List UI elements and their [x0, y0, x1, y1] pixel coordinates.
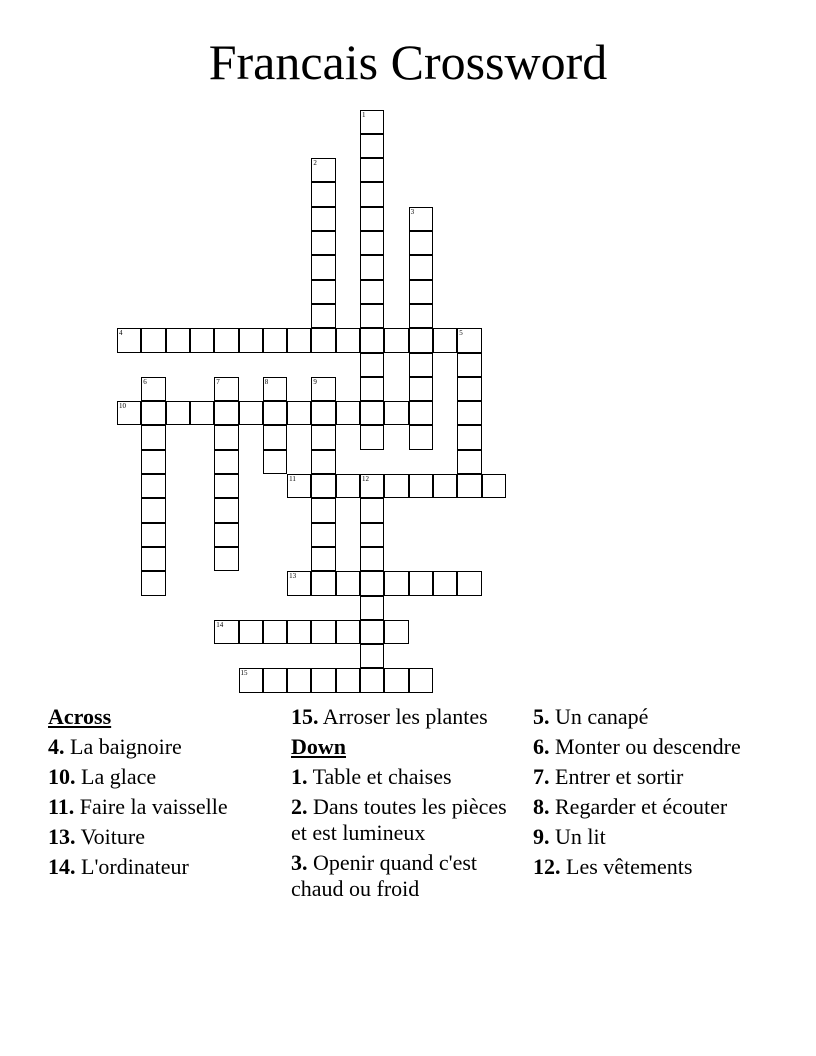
grid-cell[interactable] [311, 231, 335, 255]
grid-cell[interactable] [360, 377, 384, 401]
grid-cell[interactable] [239, 401, 263, 425]
grid-cell[interactable] [263, 377, 287, 401]
grid-cell[interactable] [336, 571, 360, 595]
grid-cell[interactable] [287, 571, 311, 595]
clue-down-7: 7. Entrer et sortir [533, 764, 684, 789]
grid-cell[interactable] [409, 328, 433, 352]
grid-cell[interactable] [457, 571, 481, 595]
grid-cell[interactable] [336, 328, 360, 352]
grid-cell[interactable] [433, 474, 457, 498]
grid-cell[interactable] [409, 668, 433, 692]
grid-cell[interactable] [287, 620, 311, 644]
clue-down-2: 2. Dans toutes les pièces et est lumineux [291, 794, 507, 845]
grid-cell[interactable] [190, 328, 214, 352]
grid-cell[interactable] [117, 328, 141, 352]
grid-cell[interactable] [190, 401, 214, 425]
clue-down-1: 1. Table et chaises [291, 764, 452, 789]
grid-cell[interactable] [311, 255, 335, 279]
clue-number: 1 [362, 110, 366, 119]
grid-cell[interactable] [311, 668, 335, 692]
grid-cell[interactable] [360, 498, 384, 522]
grid-cell[interactable] [457, 353, 481, 377]
grid-cell[interactable] [311, 207, 335, 231]
grid-cell[interactable] [141, 474, 165, 498]
grid-cell[interactable] [336, 401, 360, 425]
clue-number: 3 [410, 207, 415, 216]
grid-cell[interactable] [409, 304, 433, 328]
grid-cell[interactable] [214, 620, 238, 644]
grid-cell[interactable] [214, 523, 238, 547]
grid-cell[interactable] [263, 668, 287, 692]
grid-cell[interactable] [239, 668, 263, 692]
grid-cell[interactable] [360, 668, 384, 692]
grid-cell[interactable] [239, 620, 263, 644]
grid-cell[interactable] [311, 425, 335, 449]
clue-across-10: 10. La glace [48, 764, 157, 789]
grid-cell[interactable] [360, 231, 384, 255]
grid-cell[interactable] [457, 328, 481, 352]
clue-down-6: 6. Monter ou descendre [533, 734, 741, 759]
clue-down-3: 3. Openir quand c'est chaud ou froid [291, 850, 478, 901]
grid-cell[interactable] [409, 255, 433, 279]
grid-cell[interactable] [117, 401, 141, 425]
clue-number: 13 [289, 572, 297, 581]
grid-cell[interactable] [311, 571, 335, 595]
grid-cell[interactable] [360, 255, 384, 279]
grid-cell[interactable] [239, 328, 263, 352]
grid-cell[interactable] [409, 231, 433, 255]
grid-cell[interactable] [384, 620, 408, 644]
grid-cell[interactable] [360, 425, 384, 449]
clue-down-9: 9. Un lit [533, 824, 606, 849]
grid-cell[interactable] [360, 401, 384, 425]
grid-cell[interactable] [166, 401, 190, 425]
grid-cell[interactable] [141, 328, 165, 352]
grid-cell[interactable] [336, 620, 360, 644]
grid-cell[interactable] [360, 304, 384, 328]
grid-cell[interactable] [214, 328, 238, 352]
grid-cell[interactable] [409, 571, 433, 595]
clue-number: 6 [143, 377, 147, 386]
grid-cell[interactable] [141, 523, 165, 547]
clue-across-11: 11. Faire la vaisselle [48, 794, 228, 819]
grid-cell[interactable] [311, 158, 335, 182]
grid-cell[interactable] [433, 571, 457, 595]
grid-cell[interactable] [311, 474, 335, 498]
grid-cell[interactable] [409, 425, 433, 449]
grid-cell[interactable] [311, 304, 335, 328]
grid-cell[interactable] [214, 425, 238, 449]
clue-number: 12 [362, 475, 369, 483]
grid-cell[interactable] [457, 401, 481, 425]
grid-cell[interactable] [311, 182, 335, 206]
grid-cell[interactable] [311, 498, 335, 522]
grid-cell[interactable] [433, 328, 457, 352]
grid-cell[interactable] [360, 644, 384, 668]
grid-cell[interactable] [409, 474, 433, 498]
grid-cell[interactable] [409, 207, 433, 231]
grid-cell[interactable] [384, 328, 408, 352]
clue-across-14: 14. L'ordinateur [48, 854, 189, 879]
grid-cell[interactable] [360, 328, 384, 352]
grid-cell[interactable] [457, 474, 481, 498]
clues-column-1 [48, 704, 278, 884]
grid-cell[interactable] [214, 498, 238, 522]
clue-number: 9 [313, 377, 317, 386]
grid-cell[interactable] [311, 620, 335, 644]
grid-cell[interactable] [360, 207, 384, 231]
grid-cell[interactable] [360, 158, 384, 182]
grid-cell[interactable] [360, 523, 384, 547]
grid-cell[interactable] [409, 401, 433, 425]
grid-cell[interactable] [166, 328, 190, 352]
grid-cell[interactable] [287, 401, 311, 425]
down-heading: Down [291, 734, 347, 759]
grid-cell[interactable] [287, 328, 311, 352]
grid-cell[interactable] [360, 547, 384, 571]
clue-across-15: 15. Arroser les plantes [291, 704, 488, 729]
clue-down-5: 5. Un canapé [533, 704, 649, 729]
across-heading: Across [48, 704, 112, 729]
grid-cell[interactable] [384, 474, 408, 498]
grid-cell[interactable] [457, 425, 481, 449]
grid-cell[interactable] [384, 668, 408, 692]
clue-number: 7 [216, 377, 220, 386]
grid-cell[interactable] [482, 474, 506, 498]
grid-cell[interactable] [311, 328, 335, 352]
grid-cell[interactable] [360, 474, 384, 498]
clues-column-3 [533, 704, 763, 884]
grid-cell[interactable] [141, 377, 165, 401]
clue-down-8: 8. Regarder et écouter [533, 794, 728, 819]
grid-cell[interactable] [214, 474, 238, 498]
grid-cell[interactable] [263, 328, 287, 352]
grid-cell[interactable] [263, 450, 287, 474]
grid-cell[interactable] [311, 547, 335, 571]
grid-cell[interactable] [263, 620, 287, 644]
grid-cell[interactable] [214, 401, 238, 425]
grid-cell[interactable] [263, 425, 287, 449]
grid-cell[interactable] [141, 401, 165, 425]
clue-across-13: 13. Voiture [48, 824, 145, 849]
grid-cell[interactable] [311, 450, 335, 474]
grid-cell[interactable] [263, 401, 287, 425]
grid-cell[interactable] [287, 668, 311, 692]
grid-cell[interactable] [360, 596, 384, 620]
grid-cell[interactable] [311, 401, 335, 425]
clue-number: 11 [289, 475, 296, 483]
grid-cell[interactable] [457, 377, 481, 401]
grid-cell[interactable] [141, 450, 165, 474]
clue-number: 14 [216, 620, 224, 629]
grid-cell[interactable] [311, 523, 335, 547]
grid-cell[interactable] [360, 182, 384, 206]
clues-column-2 [291, 704, 521, 906]
grid-cell[interactable] [141, 425, 165, 449]
grid-cell[interactable] [214, 547, 238, 571]
grid-cell[interactable] [409, 280, 433, 304]
grid-cell[interactable] [336, 668, 360, 692]
grid-cell[interactable] [336, 474, 360, 498]
grid-cell[interactable] [360, 620, 384, 644]
clue-across-4: 4. La baignoire [48, 734, 182, 759]
grid-cell[interactable] [409, 353, 433, 377]
grid-cell[interactable] [214, 377, 238, 401]
grid-cell[interactable] [141, 571, 165, 595]
page-title: Francais Crossword [208, 34, 608, 90]
grid-cell[interactable] [360, 353, 384, 377]
grid-cell[interactable] [360, 571, 384, 595]
grid-cell[interactable] [141, 498, 165, 522]
grid-cell[interactable] [141, 547, 165, 571]
grid-cell[interactable] [311, 280, 335, 304]
grid-cell[interactable] [311, 377, 335, 401]
clue-down-12: 12. Les vêtements [533, 854, 693, 879]
grid-cell[interactable] [360, 280, 384, 304]
clue-number: 5 [459, 329, 463, 338]
grid-cell[interactable] [384, 401, 408, 425]
grid-cell[interactable] [384, 571, 408, 595]
clue-number: 8 [264, 377, 269, 386]
grid-cell[interactable] [360, 134, 384, 158]
clue-number: 10 [119, 402, 126, 411]
grid-cell[interactable] [360, 110, 384, 134]
grid-cell[interactable] [457, 450, 481, 474]
clue-number: 4 [119, 329, 123, 338]
clue-number: 2 [313, 159, 317, 168]
clue-number: 15 [240, 669, 248, 678]
grid-cell[interactable] [287, 474, 311, 498]
grid-cell[interactable] [214, 450, 238, 474]
grid-cell[interactable] [409, 377, 433, 401]
